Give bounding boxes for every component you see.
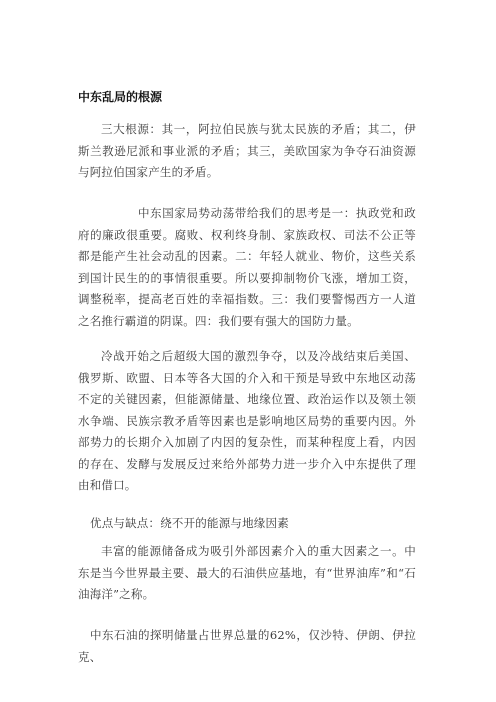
paragraph-4: 丰富的能源储备成为吸引外部因素介入的重大因素之一。中东是当今世界最主要、最大的石油供应基地，有“世界油库”和“石油海洋”之称。 bbox=[78, 544, 416, 601]
paragraph-3: 冷战开始之后超级大国的激烈争夺，以及冷战结束后美国、俄罗斯、欧盟、日本等各大国的介入和干预是导致中东地区动荡不定的关键因素，但能源储量、地缘位置、政治运作以及领土领水争端、民族宗教矛盾等因素也是影响地区局势的重要内因。外部势力的长期介入加剧了内因的复杂性，而某种程度上看，内因的存在、发酵与发展反过来给外部势力进一步介入中东提供了理由和借口。 bbox=[78, 349, 416, 492]
section-heading: 优点与缺点：绕不开的能源与地缘因素 bbox=[90, 516, 289, 530]
document-title: 中东乱局的根源 bbox=[78, 90, 163, 104]
paragraph-2: 中东国家局势动荡带给我们的思考是一：执政党和政府的廉政很重要。腐败、权利终身制、家族政权、司法不公正等都是能产生社会动乱的因素。二：年轻人就业、物价，这些关系到国计民生的的事情很重要。所以要抑制物价飞涨，增加工资，调整税率，提高老百姓的幸福指数。三：我们要警惕西方一人道之名推行霸道的阴谋。四：我们要有强大的国防力量。 bbox=[78, 206, 416, 328]
paragraph-5: 中东石油的探明储量占世界总量的62%，仅沙特、伊朗、伊拉克、 bbox=[78, 628, 416, 664]
paragraph-1: 三大根源：其一，阿拉伯民族与犹太民族的矛盾；其二，伊斯兰教逊尼派和事业派的矛盾；其三，美欧国家为争夺石油资源与阿拉伯国家产生的矛盾。 bbox=[78, 122, 416, 179]
